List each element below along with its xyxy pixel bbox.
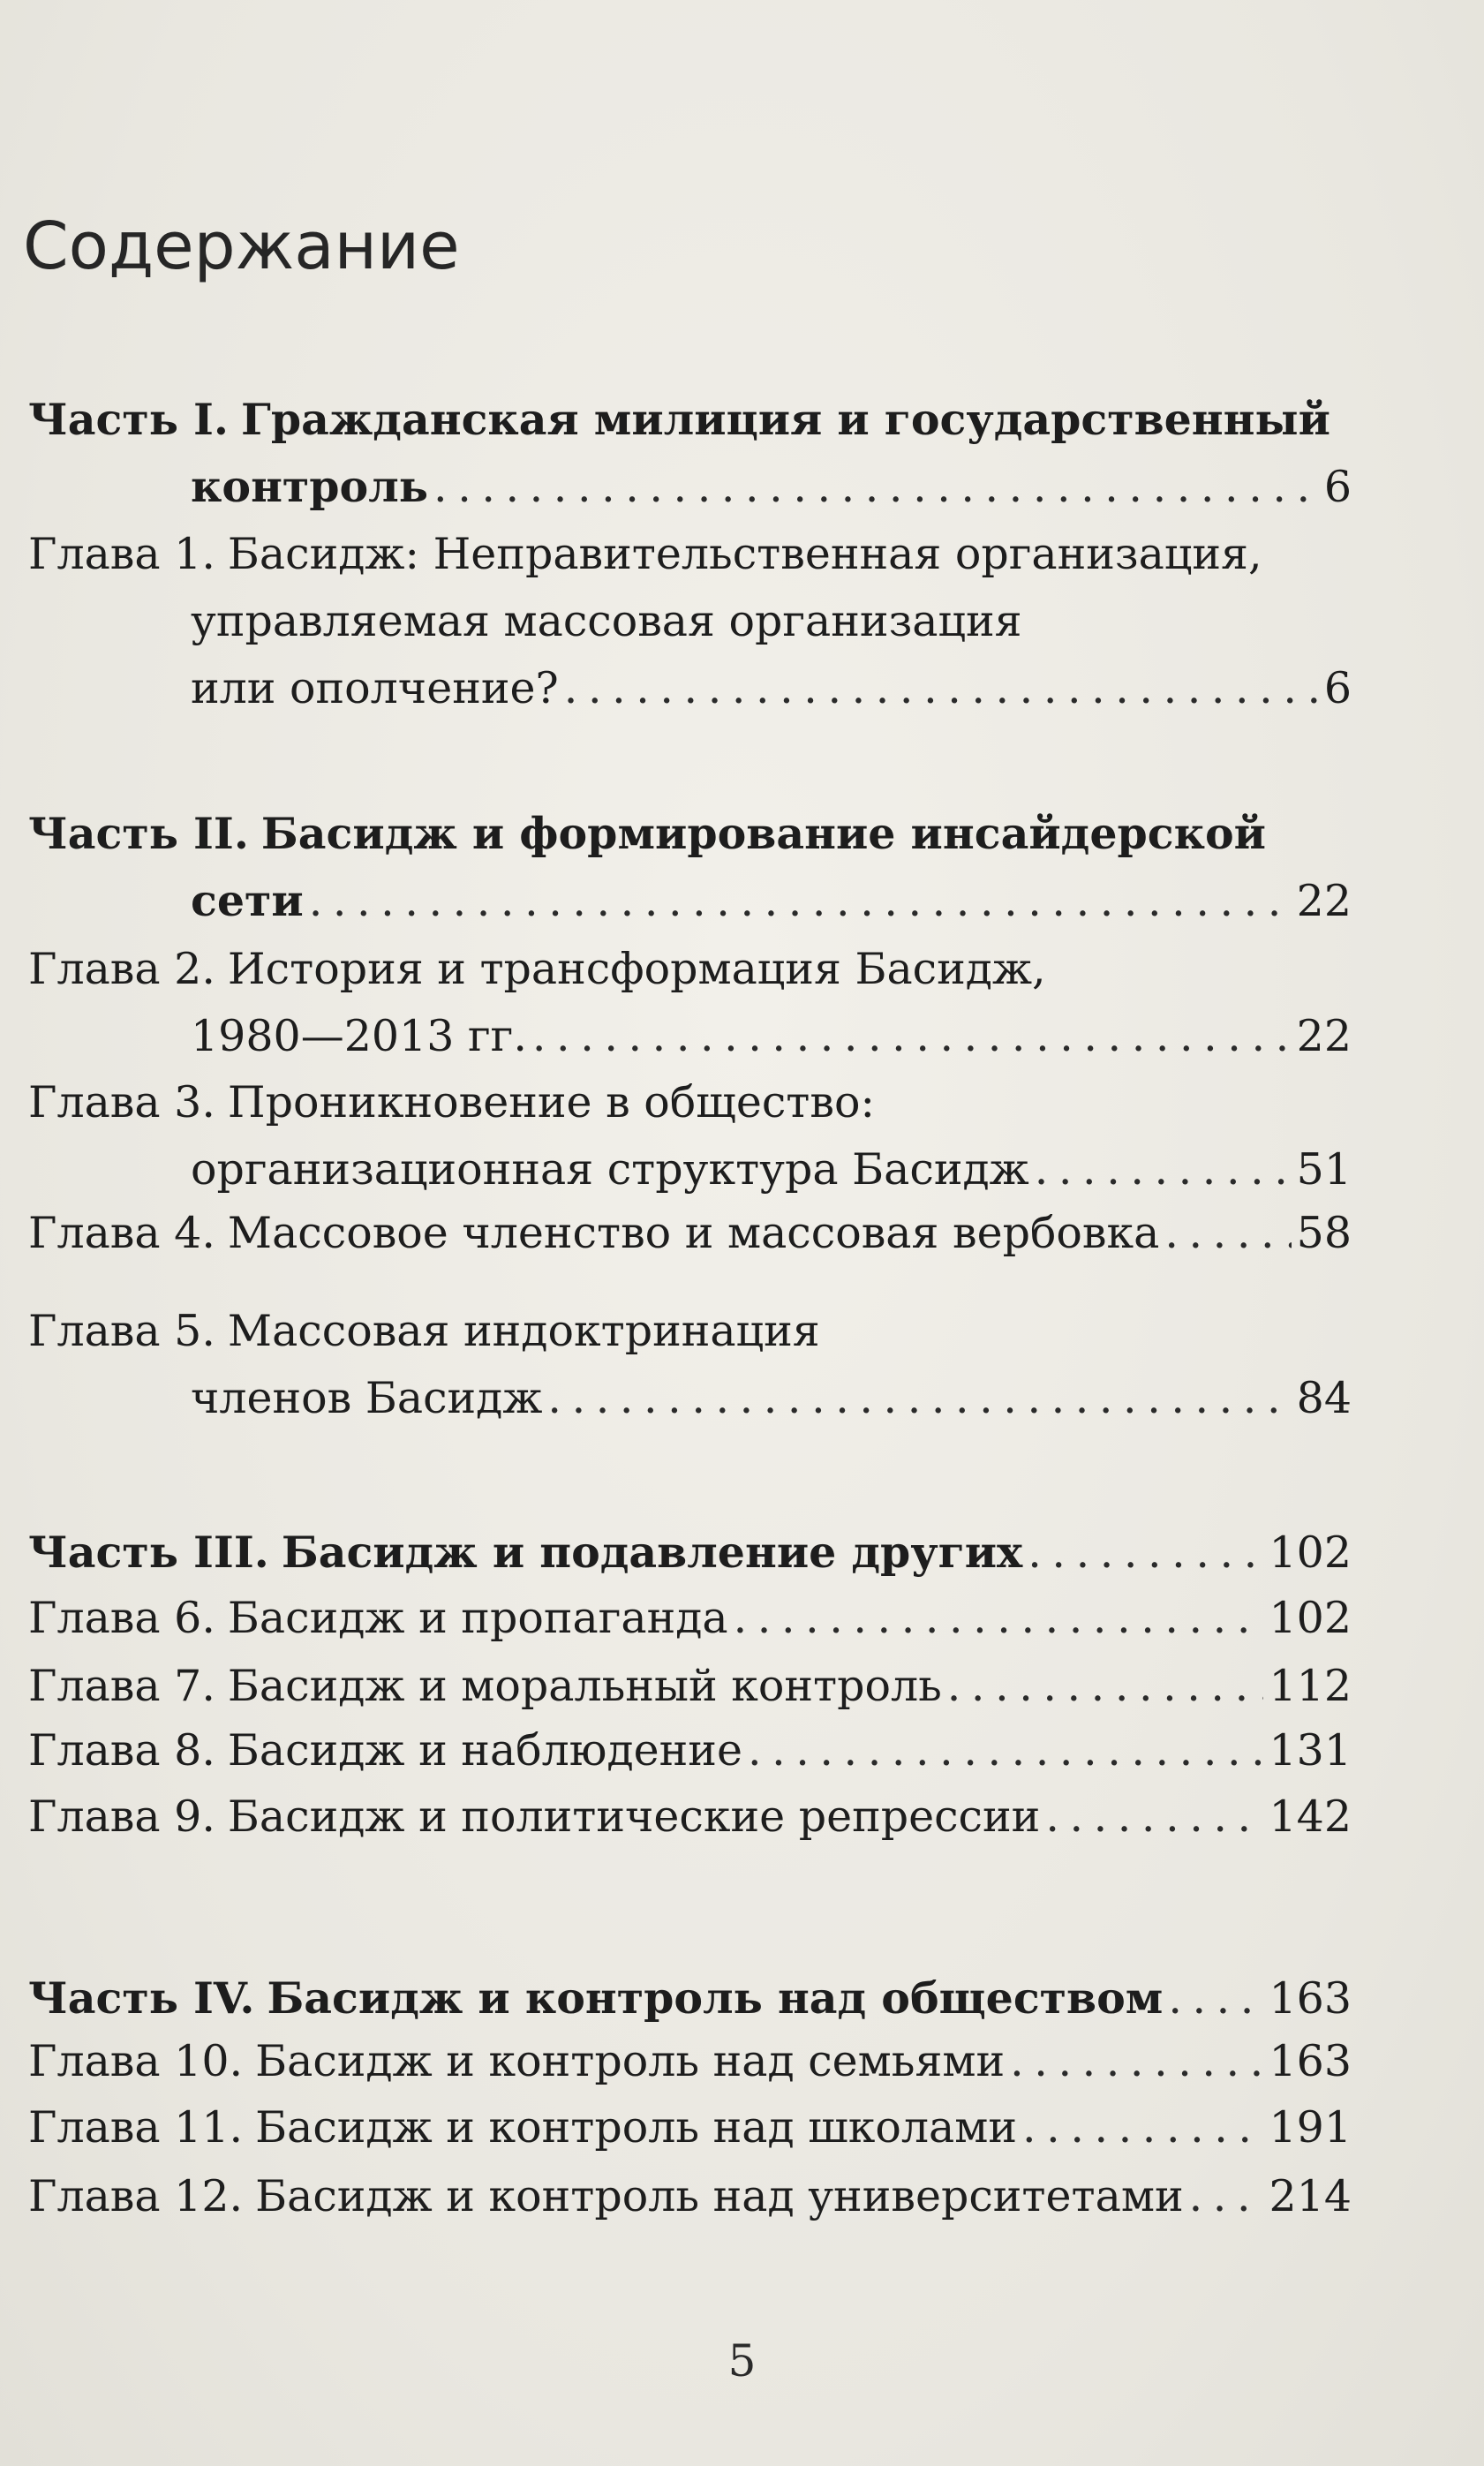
dot-leader	[1168, 1965, 1263, 2032]
toc-chapter-line	[28, 521, 1352, 588]
part-label: Часть III.	[28, 1527, 269, 1578]
chapter-title: управляемая массовая организация	[191, 596, 1022, 646]
chapter-title: 1980—2013 гг.	[191, 1011, 527, 1061]
dot-leader	[1035, 1136, 1292, 1203]
chapter-title: Басидж: Неправительственная организация,	[227, 529, 1262, 579]
chapter-label: Глава 7.	[28, 1661, 215, 1711]
part-label: Часть I.	[28, 394, 229, 445]
part-title: Гражданская милиция и государственный	[240, 394, 1331, 445]
chapter-label: Глава 8.	[28, 1725, 215, 1776]
dot-leader	[532, 1003, 1292, 1070]
toc-chapter-line	[28, 2163, 1352, 2230]
chapter-title: Басидж и контроль над университетами	[255, 2171, 1184, 2221]
part-label: Часть II.	[28, 808, 249, 859]
dot-leader	[1045, 1784, 1263, 1851]
toc-part-line	[28, 386, 1352, 453]
toc-chapter-line	[28, 1653, 1352, 1720]
toc-page-number: 84	[1296, 1373, 1352, 1423]
toc-page-number: 22	[1296, 1011, 1352, 1061]
part-title: Басидж и контроль над обществом	[267, 1972, 1164, 2024]
chapter-label: Глава 3.	[28, 1077, 215, 1127]
toc-page-number: 131	[1269, 1725, 1352, 1776]
toc-chapter-line	[191, 1003, 1352, 1070]
chapter-label: Глава 11.	[28, 2102, 244, 2153]
chapter-label: Глава 4.	[28, 1208, 215, 1258]
toc-chapter-line	[28, 2028, 1352, 2095]
toc-chapter-line	[28, 2094, 1352, 2161]
toc-page-number: 163	[1269, 1973, 1352, 2024]
toc-page-number: 6	[1323, 462, 1352, 512]
dot-leader	[547, 1365, 1291, 1432]
dot-leader	[748, 1717, 1264, 1784]
dot-leader	[1189, 2163, 1264, 2230]
toc-page-number: 191	[1269, 2102, 1352, 2153]
toc-part-line	[28, 1519, 1352, 1586]
chapter-label: Глава 2.	[28, 944, 215, 994]
chapter-title: или ополчение?	[191, 663, 559, 713]
toc-chapter-line	[191, 1365, 1352, 1432]
toc-chapter-line	[191, 588, 1352, 655]
chapter-title: Басидж и пропаганда	[227, 1593, 728, 1643]
toc-page-number: 6	[1323, 663, 1352, 713]
dot-leader	[1010, 2028, 1263, 2095]
dot-leader	[309, 868, 1292, 935]
toc-part-line	[191, 453, 1352, 520]
chapter-title: Басидж и контроль над семьями	[255, 2036, 1006, 2086]
part-title: контроль	[191, 461, 429, 512]
part-label: Часть IV.	[28, 1972, 255, 2024]
toc-chapter-line	[28, 1069, 1352, 1136]
part-title: сети	[191, 875, 304, 926]
toc-page-number: 112	[1269, 1661, 1352, 1711]
toc-chapter-line	[28, 936, 1352, 1003]
dot-leader	[1028, 1520, 1263, 1587]
chapter-title: Басидж и моральный контроль	[227, 1661, 942, 1711]
toc-chapter-line	[28, 1717, 1352, 1784]
chapter-title: Массовое членство и массовая вербовка	[227, 1208, 1160, 1258]
chapter-title: Басидж и политические репрессии	[227, 1791, 1041, 1842]
chapter-title: Проникновение в общество:	[227, 1077, 875, 1127]
part-title: Басидж и подавление других	[281, 1527, 1023, 1578]
toc-page-number: 22	[1296, 876, 1352, 926]
toc-part-line	[28, 800, 1352, 867]
toc-part-line	[191, 867, 1352, 934]
toc-chapter-line	[28, 1784, 1352, 1851]
toc-chapter-line	[28, 1585, 1352, 1652]
chapter-title: Басидж и наблюдение	[227, 1725, 742, 1776]
dot-leader	[1164, 1200, 1291, 1267]
page-title: Содержание	[23, 208, 460, 284]
chapter-label: Глава 5.	[28, 1306, 215, 1356]
dot-leader	[734, 1585, 1264, 1652]
toc-page-number: 58	[1296, 1208, 1352, 1258]
toc-chapter-line	[28, 1298, 1352, 1365]
dot-leader	[1022, 2094, 1263, 2161]
chapter-label: Глава 6.	[28, 1593, 215, 1643]
chapter-label: Глава 9.	[28, 1791, 215, 1842]
toc-page-number: 163	[1269, 2036, 1352, 2086]
dot-leader	[947, 1653, 1264, 1720]
toc-chapter-line	[191, 655, 1352, 722]
toc-page-number: 214	[1269, 2171, 1352, 2221]
chapter-label: Глава 12.	[28, 2171, 244, 2221]
toc-page-number: 142	[1269, 1791, 1352, 1842]
part-title: Басидж и формирование инсайдерской	[260, 808, 1267, 859]
toc-chapter-line	[191, 1136, 1352, 1203]
chapter-title: История и трансформация Басидж,	[227, 944, 1046, 994]
chapter-title: Массовая индоктринация	[227, 1306, 820, 1356]
toc-page-number: 102	[1269, 1593, 1352, 1643]
page-number: 5	[727, 2335, 757, 2387]
toc-part-line	[28, 1965, 1352, 2032]
chapter-title: членов Басидж	[191, 1373, 543, 1423]
chapter-label: Глава 1.	[28, 529, 215, 579]
dot-leader	[564, 655, 1319, 722]
toc-chapter-line	[28, 1200, 1352, 1267]
chapter-label: Глава 10.	[28, 2036, 244, 2086]
toc-page-number: 102	[1269, 1527, 1352, 1578]
chapter-title: Басидж и контроль над школами	[255, 2102, 1018, 2153]
toc-page-number: 51	[1296, 1144, 1352, 1195]
dot-leader	[433, 454, 1319, 521]
chapter-title: организационная структура Басидж	[191, 1144, 1029, 1195]
